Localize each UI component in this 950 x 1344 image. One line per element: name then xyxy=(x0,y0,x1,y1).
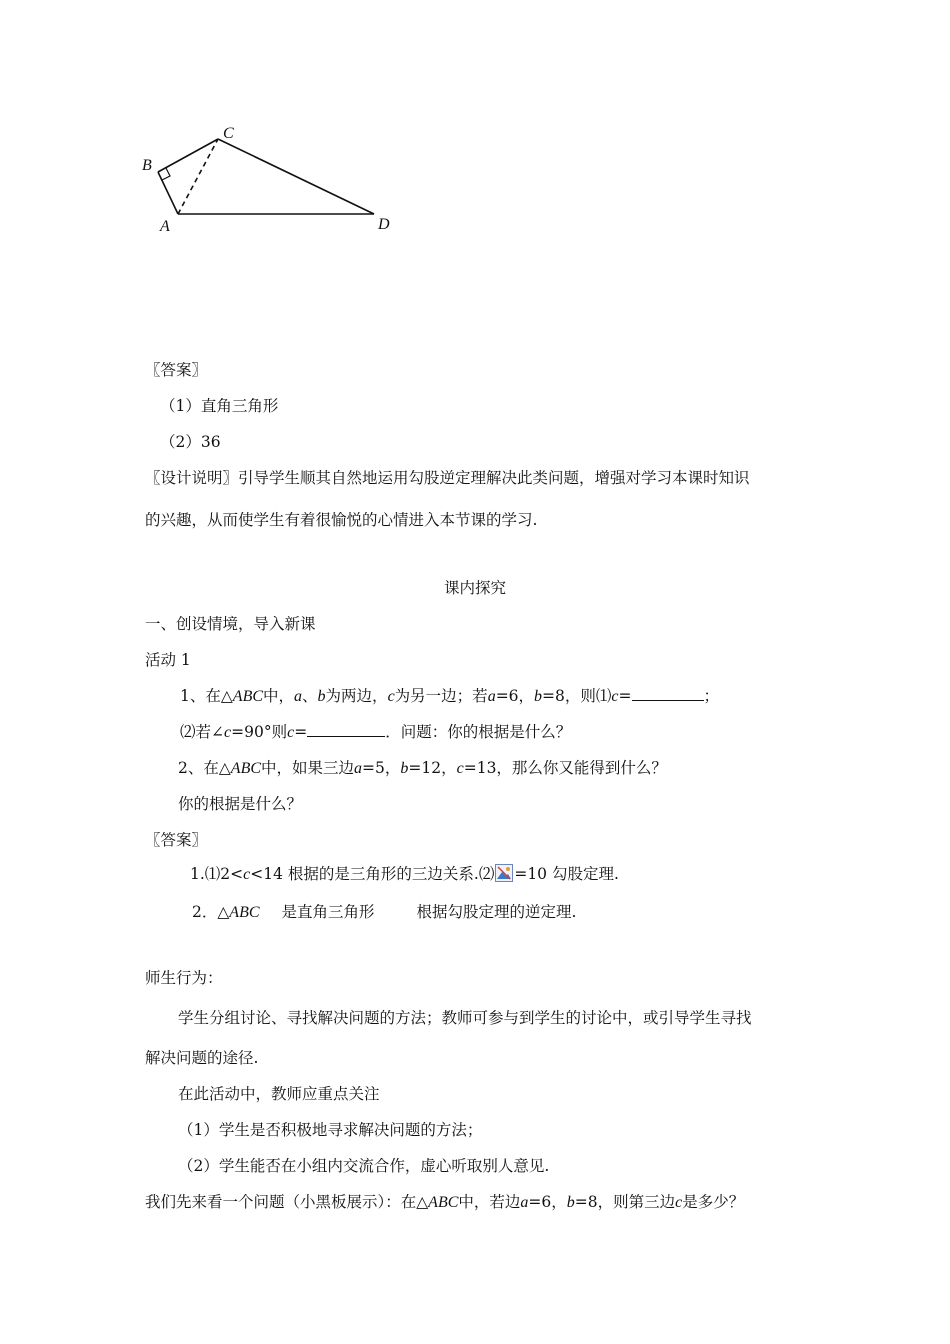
question-2: 2、在△ABC中，如果三边a=5，b=12，c=13，那么你又能得到什么？ xyxy=(178,759,667,777)
answer-item-2: （2）36 xyxy=(160,433,221,451)
section-title: 课内探究 xyxy=(443,579,506,597)
teacher-student-heading: 师生行为： xyxy=(145,969,223,987)
question-1-part-2: ⑵若∠c=90°则c= ．问题：你的根据是什么？ xyxy=(180,723,572,741)
teacher-focus-item-1: （1）学生是否积极地寻求解决问题的方法； xyxy=(178,1121,483,1139)
blackboard-problem: 我们先来看一个问题（小黑板展示）：在△ABC中，若边a=6，b=8，则第三边c是多少？ xyxy=(145,1193,745,1211)
answer-2-heading: 〖答案〗 xyxy=(145,831,208,849)
answer-blank-2[interactable] xyxy=(307,722,385,737)
design-note-line-2: 的兴趣，从而使学生有着很愉悦的心情进入本节课的学习. xyxy=(145,511,538,529)
design-note-line-1: 〖设计说明〗引导学生顺其自然地运用勾股逆定理解决此类问题，增强对学习本课时知识 xyxy=(145,469,750,487)
answer-2-line-1: 1.⑴2<c<14 根据的是三角形的三边关系.⑵ =10 勾股定理. xyxy=(190,865,619,883)
teacher-focus-item-2: （2）学生能否在小组内交流合作，虚心听取别人意见. xyxy=(178,1157,550,1175)
label-C: C xyxy=(223,125,234,142)
teacher-focus-intro: 在此活动中，教师应重点关注 xyxy=(178,1085,380,1103)
subsection-heading: 一、创设情境，导入新课 xyxy=(145,615,316,633)
answer-2-line-2: 2．△ABC 是直角三角形 根据勾股定理的逆定理. xyxy=(192,903,577,921)
question-2-followup: 你的根据是什么？ xyxy=(178,795,303,813)
teacher-paragraph-line-1: 学生分组讨论、寻找解决问题的方法；教师可参与到学生的讨论中，或引导学生寻找 xyxy=(178,1009,752,1027)
segment-AB xyxy=(158,172,178,214)
teacher-paragraph-line-2: 解决问题的途径. xyxy=(145,1049,259,1067)
label-A: A xyxy=(160,218,170,235)
label-D: D xyxy=(378,216,390,233)
quadrilateral-figure xyxy=(130,118,410,238)
question-1: 1、在△ABC中，a、b为两边，c为另一边；若a=6，b=8，则⑴c= ； xyxy=(180,687,720,705)
answer-heading: 〖答案〗 xyxy=(145,361,208,379)
activity-label: 活动 1 xyxy=(145,651,191,669)
answer-blank-1[interactable] xyxy=(632,686,704,701)
answer-item-1: （1）直角三角形 xyxy=(160,397,279,415)
segment-CD xyxy=(218,139,374,214)
broken-image-icon xyxy=(495,864,513,882)
label-B: B xyxy=(142,157,152,174)
